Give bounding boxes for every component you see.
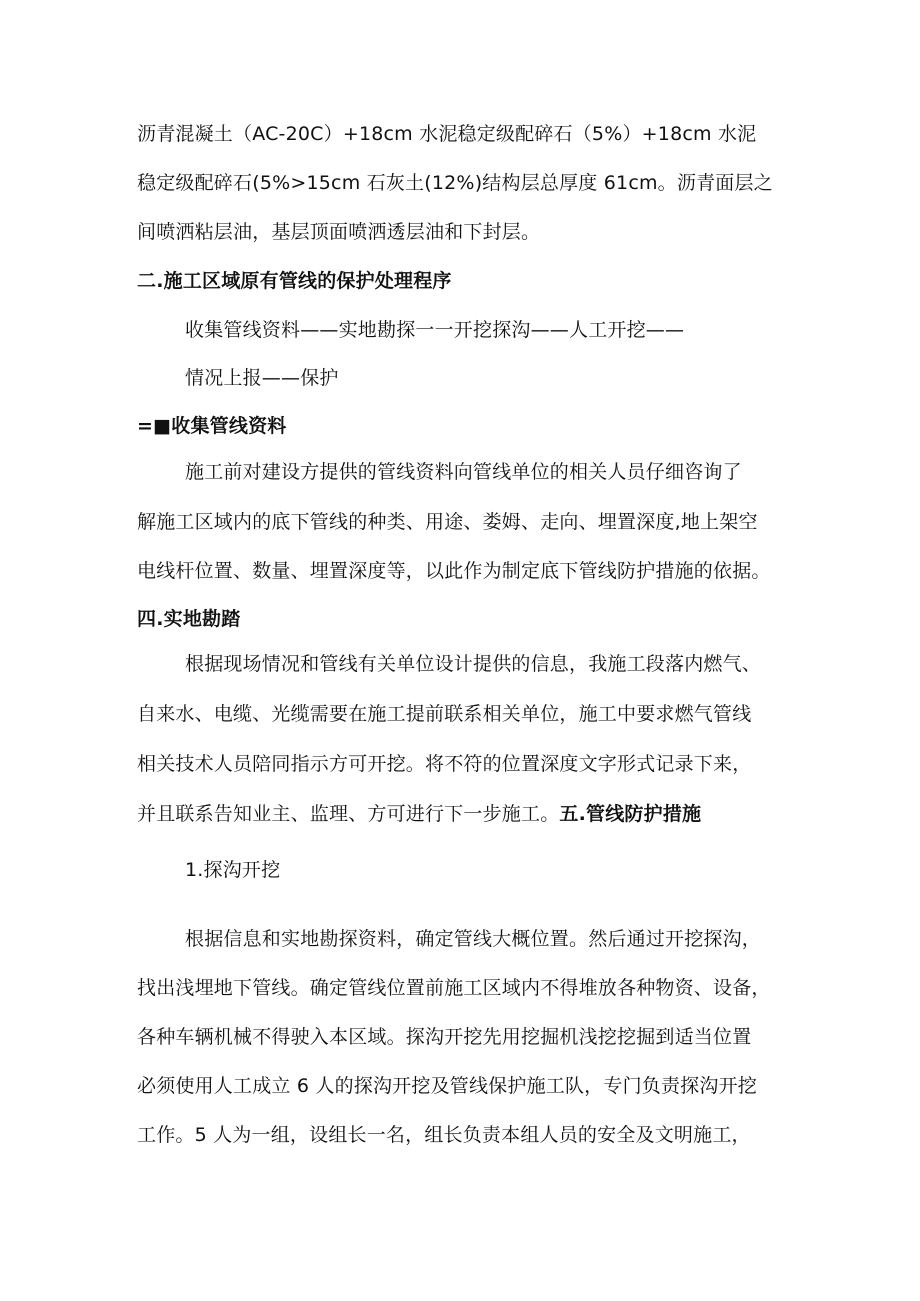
paragraph-line: 施工前对建设方提供的管线资料向管线单位的相关人员仔细咨询了 (185, 461, 742, 483)
paragraph-text: 并且联系告知业主、监理、方可进行下一步施工。 (137, 803, 560, 825)
paragraph-line: 各种车辆机械不得驶入本区域。探沟开挖先用挖掘机浅挖挖掘到适当位置 (137, 1026, 752, 1048)
paragraph-line: 电线杆位置、数量、埋置深度等，以此作为制定底下管线防护措施的依据。 (137, 560, 771, 582)
section-heading: =■收集管线资料 (137, 415, 287, 437)
section-heading: 四.实地勘踏 (137, 608, 241, 630)
paragraph-line: 根据现场情况和管线有关单位设计提供的信息，我施工段落内燃气、 (185, 653, 762, 675)
paragraph-line: 自来水、电缆、光缆需要在施工提前联系相关单位，施工中要求燃气管线 (137, 703, 752, 725)
paragraph-line (137, 802, 701, 826)
paragraph-line: 必须使用人工成立 6 人的探沟开挖及管线保护施工队，专门负责探沟开挖 (137, 1075, 757, 1097)
paragraph-line: 找出浅埋地下管线。确定管线位置前施工区域内不得堆放各种物资、设备， (137, 977, 771, 999)
paragraph-line: 相关技术人员陪同指示方可开挖。将不符的位置深度文字形式记录下来， (137, 753, 752, 775)
paragraph-line: 解施工区域内的底下管线的种类、用途、娄姆、走向、埋置深度,地上架空 (137, 511, 758, 533)
section-heading: 五.管线防护措施 (559, 803, 702, 825)
paragraph-line: 稳定级配碎石(5%>15cm 石灰土(12%)结构层总厚度 61cm。沥青面层之 (137, 172, 773, 194)
paragraph-line: 沥青混凝土（AC-20C）+18cm 水泥稳定级配碎石（5%）+18cm 水泥 (137, 123, 757, 145)
paragraph-line: 情况上报——保护 (185, 367, 339, 389)
section-heading: 二.施工区域原有管线的保护处理程序 (137, 270, 452, 292)
paragraph-line: 收集管线资料——实地勘探一一开挖探沟——人工开挖—— (185, 319, 685, 341)
paragraph-line: 根据信息和实地勘探资料，确定管线大概位置。然后通过开挖探沟， (185, 928, 762, 950)
paragraph-line: 间喷洒粘层油，基层顶面喷洒透层油和下封层。 (137, 221, 541, 243)
subsection-heading: 1.探沟开挖 (185, 859, 281, 881)
paragraph-line: 工作。5 人为一组，设组长一名，组长负责本组人员的安全及文明施工， (137, 1124, 751, 1146)
